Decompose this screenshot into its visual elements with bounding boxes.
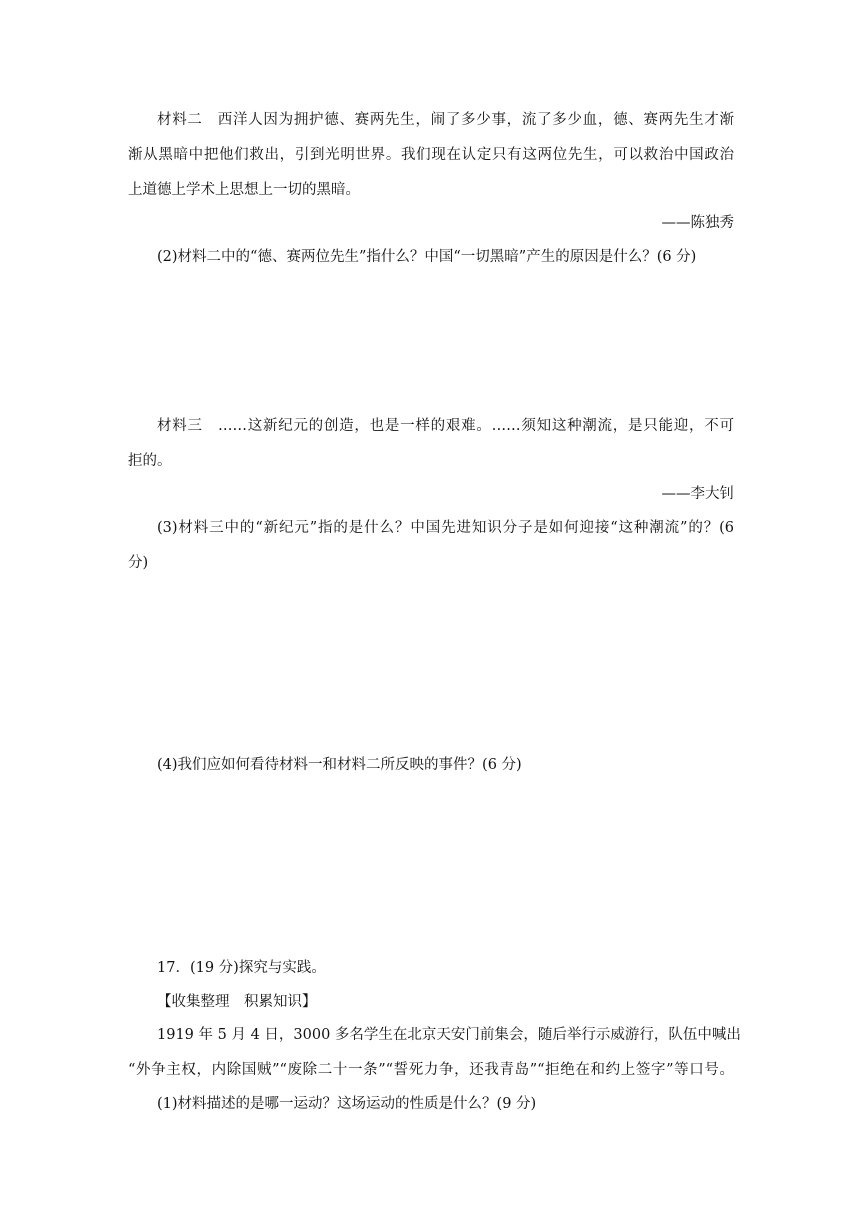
material2-line2: 渐从黑暗中把他们救出，引到光明世界。我们现在认定只有这两位先生，可以救治中国政治	[128, 147, 734, 163]
question17-section: 【收集整理 积累知识】	[157, 994, 317, 1010]
material2-source: ——陈独秀	[661, 215, 734, 231]
material3-line1: 材料三 ……这新纪元的创造，也是一样的艰难。……须知这种潮流，是只能迎，不可	[157, 418, 734, 434]
material2-line1: 材料二 西洋人因为拥护德、赛两先生，闹了多少事，流了多少血，德、赛两先生才渐	[157, 112, 734, 128]
question3-line1: (3)材料三中的“新纪元”指的是什么？中国先进知识分子是如何迎接“这种潮流”的？(6	[157, 520, 734, 536]
question3-line2: 分)	[128, 555, 149, 571]
question17-text2: “外争主权，内除国贼”“废除二十一条”“誓死力争，还我青岛”“拒绝在和约上签字”等口号。	[128, 1062, 734, 1078]
material2-line3: 上道德上学术上思想上一切的黑暗。	[128, 182, 360, 198]
material3-source: ——李大钊	[661, 486, 734, 502]
question17-text1: 1919 年 5 月 4 日，3000 多名学生在北京天安门前集会，随后举行示威游行，队伍中喊出	[157, 1027, 741, 1043]
question4: (4)我们应如何看待材料一和材料二所反映的事件？(6 分)	[157, 757, 522, 773]
question17-sub1: (1)材料描述的是哪一运动？这场运动的性质是什么？(9 分)	[157, 1096, 537, 1112]
question2: (2)材料二中的“德、赛两位先生”指什么？中国“一切黑暗”产生的原因是什么？(6 分)	[157, 249, 697, 265]
question17-heading: 17．(19 分)探究与实践。	[157, 960, 326, 976]
material3-line2: 拒的。	[128, 453, 172, 469]
